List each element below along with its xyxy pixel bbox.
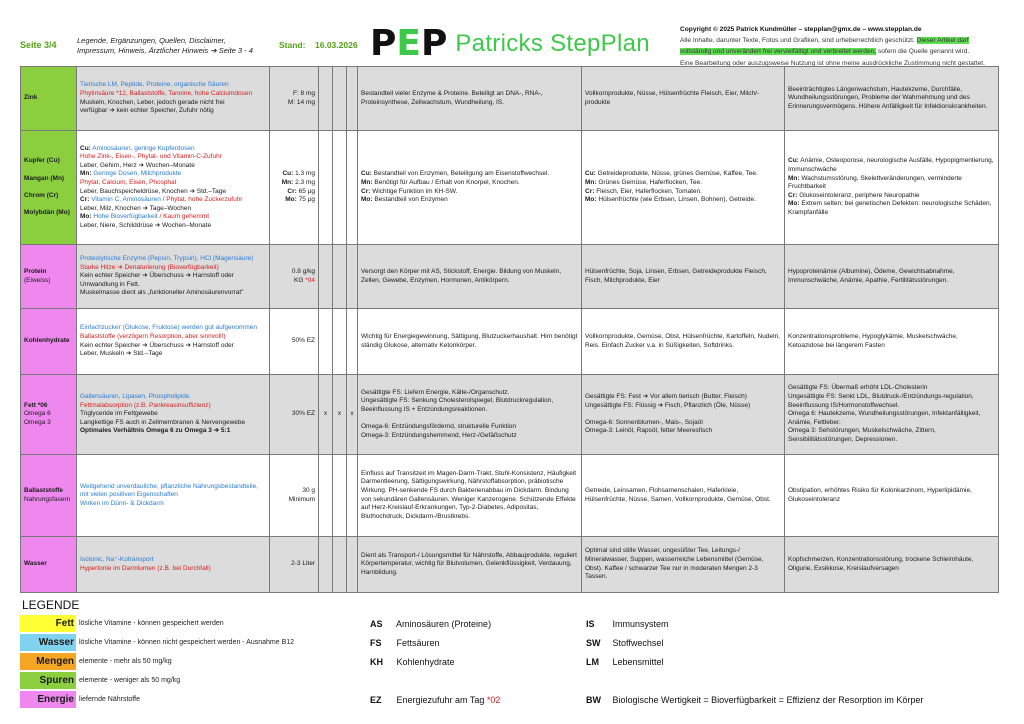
abbr-key: IS — [586, 619, 595, 629]
logo — [370, 23, 650, 64]
abbr-sw — [586, 638, 663, 648]
sources-cell: Getreide, Leinsamen, Flohsamenschalen, Haferkleie, Hülsenfrüchte, Nüsse, Samen, Vollkornprodukte, Gemüse, Obst. — [582, 455, 785, 537]
abbr-value: Fettsäuren — [396, 638, 440, 648]
dose-cell: 2-3 Liter — [270, 537, 319, 593]
sources-cell: Vollkornprodukte, Nüsse, Hülsenfrüchte Fleisch, Eier, Milch/-produkte — [582, 67, 785, 131]
dose-cell — [270, 245, 319, 309]
storage-2: Leber, Muskeln ➔ Std.–Tage — [80, 350, 163, 358]
cr-promoters: Vitamin C, Aminosäuren — [91, 196, 161, 204]
flag-col-1 — [319, 245, 333, 309]
sources-omega6: Omega-6: Sonnenblumen-, Mais-, Sojaöl — [585, 418, 703, 426]
mn-tag: Mn: — [788, 174, 800, 182]
storage-3: Muskelmasse dient als „funktioneller Aminosäurenvorrat" — [80, 289, 244, 297]
flag-col-2 — [333, 309, 347, 375]
table-row-wasser — [21, 537, 999, 593]
abbr-ez — [370, 695, 500, 705]
name-ballaststoffe: Ballaststoffe — [24, 486, 64, 494]
dose: 0.8 g/kg — [291, 267, 315, 275]
nutrient-table — [20, 66, 999, 593]
sources-cell — [582, 131, 785, 245]
flag-col-3 — [347, 131, 358, 245]
deficiency-omega6: Omega 6: Hautekzeme, Wundheilungsstörungen, Infektanfälligkeit, Anämie, Fettleber. — [788, 410, 981, 426]
sources-omega3: Omega-3: Leinöl, Rapsöl, fetter Meeresfisch — [585, 427, 713, 435]
flag-col-1 — [319, 309, 333, 375]
mo-inhibitors: / Kaum gehemmt — [159, 213, 210, 221]
cu-tag: Cu: — [80, 144, 91, 152]
cu-tag: Cu: — [788, 157, 799, 165]
promoters: Tierische LM, Peptide, Proteine, organische Säuren — [80, 81, 229, 89]
sources-cell: Vollkornprodukte, Gemüse, Obst, Hülsenfrüchte, Kartoffeln, Nudeln, Reis. Einfach Zucker v.a. in Süßigkeiten, Softdrinks. — [582, 309, 785, 375]
mn-sources: Grünes Gemüse, Haferflocken, Tee. — [598, 178, 702, 186]
stand-label: Stand: — [279, 40, 306, 50]
legend-hint-line-2: Impressum, Hinweis, Ärztlicher Hinweis ➔ Seite 3 - 4 — [77, 46, 253, 55]
dose-unit: KG — [294, 276, 304, 284]
table-row-fett — [21, 375, 999, 455]
sources-cell: Hülsenfrüchte, Soja, Linsen, Erbsen, Getreideprodukte Fleisch, Fisch, Milchprodukte, Eier — [582, 245, 785, 309]
dose-cell: 30% EZ — [270, 375, 319, 455]
mn-tag: Mn: — [585, 178, 597, 186]
inhibitors: Phytinsäure *12, Ballaststoffe, Tannine, hohe Calciumdosen — [80, 89, 253, 97]
function-unsaturated: Ungesättigte FS: Senkung Cholesterolspiegel, Blutdruckregulation, Beeinflussung IS + Entzündungsreaktionen. — [361, 397, 554, 413]
logo-letter-e: E — [396, 23, 421, 64]
swatch-label: Fett — [20, 615, 76, 632]
cu-tag: Cu: — [282, 170, 294, 178]
dose-cell — [270, 131, 319, 245]
name-protein-sub: (Eiweiss) — [24, 276, 51, 284]
function-cell: Versorgt den Körper mit AS, Stickstoff, Energie. Bildung von Muskeln, Zellen, Gewebe, Enzymen, Hormonen, Antikörpern. — [358, 245, 582, 309]
mo-tag: Mo: — [80, 213, 92, 221]
dose-sub: Minimum — [288, 495, 315, 503]
mo-dose: 75 µg — [298, 196, 315, 204]
name-omega3: Omega 3 — [24, 418, 51, 426]
dose-f: F: 8 mg — [292, 89, 315, 97]
storage: Triglyceride im Fettgewebe — [80, 410, 158, 418]
storage: Muskeln, Knochen, Leber, jedoch gerade nicht frei — [80, 98, 225, 106]
abbr-key: BW — [586, 695, 601, 705]
mo-storage: Leber, Niere, Schilddrüse ➔ Wochen–Monate — [80, 221, 212, 229]
copyright-highlight-1: Dieser Artikel darf — [916, 37, 969, 45]
storage-2: Umwandlung in Fett. — [80, 280, 140, 288]
cu-dose: 1.3 mg — [295, 170, 315, 178]
sources-cell — [582, 375, 785, 455]
swatch-label: Mengen — [20, 653, 76, 670]
function-omega3: Omega-3: Entzündungshemmend, Herz-/Gefäßschutz — [361, 431, 517, 439]
mn-inhibitors: Phytat, Calcium, Eisen, Phosphat — [80, 178, 177, 186]
legend-hint-line-1: Legende, Ergänzungen, Quellen, Disclaimer, — [77, 36, 226, 45]
storage-2: verfügbar ➔ kein echter Speicher, Zufuhr nötig — [80, 107, 214, 115]
mn-tag: Mn: — [361, 178, 373, 186]
promoters: Gallensäuren, Lipasen, Phospholipide — [80, 393, 190, 401]
legend-swatch-energie — [20, 691, 360, 708]
deficiency-cell: Konzentrationsprobleme, Hypoglykämie, Muskelschwäche, Ketoazidose bei längerem Fasten — [785, 309, 999, 375]
mn-storage: Leber, Bauchspeicheldrüse, Knochen ➔ Std.–Tage — [80, 187, 227, 195]
function-cell: Bestandteil vieler Enzyme & Proteine. Beteiligt an DNA-, RNA-, Proteinsynthese, Zellwachstum, Wundheilung, IS. — [358, 67, 582, 131]
swatch-desc: lösliche Vitamine - können nicht gespeichert werden - Ausnahme B12 — [79, 639, 295, 646]
copyright-text-3b: sofern die Quelle genannt wird. — [877, 48, 970, 56]
name-omega6: Omega 6 — [24, 410, 51, 418]
page-number: Seite 3/4 — [20, 40, 57, 50]
sources-cell: Optimal sind stille Wasser, ungesüßter Tee, Leitungs-/ Mineralwasser, Suppen, wasserreiche Lebensmittel (Gemüse, Obst). Kaffee / schwarzer Tee nur in moderaten Mengen 2-3 Tassen. — [582, 537, 785, 593]
nutrient-name — [21, 455, 77, 537]
table-row-protein — [21, 245, 999, 309]
cr-tag: Cr: — [80, 196, 90, 204]
copyright-block — [680, 24, 1000, 69]
dose: 30 g — [302, 486, 315, 494]
cu-sources: Getreideprodukte, Nüsse, grünes Gemüse, Kaffee, Tee. — [597, 170, 758, 178]
abbr-key: SW — [586, 638, 601, 648]
flag-col-2 — [333, 537, 347, 593]
nutrient-name — [21, 131, 77, 245]
inhibitors: Hypertonie im Darmlumen (z.B. bei Durchfall) — [80, 564, 211, 572]
abbr-value: Kohlenhydrate — [396, 657, 455, 667]
legend-swatch-fett — [20, 615, 360, 632]
function-cell: Dient als Transport-/ Lösungsmittel für Nährstoffe, Abbauprodukte, reguliert Körpertemperatur, wichtig für Blutvolumen, Gelenkflüssigkeit, Verdauung, Harnbildung. — [358, 537, 582, 593]
flag-col-2 — [333, 131, 347, 245]
cu-deficiency: Anämie, Osteoporose, neurologische Ausfälle, Hypopigmentierung, Immunschwäche — [788, 157, 994, 174]
flag-col-1 — [319, 67, 333, 131]
function-omega6: Omega-6: Entzündungsfördernd, strukturelle Funktion — [361, 423, 517, 431]
mo-tag: Mo: — [361, 196, 373, 204]
logo-letter-p2: P — [420, 23, 448, 64]
cu-function: Bestandteil von Enzymen, Beteiligung am Eisenstoffwechsel. — [373, 170, 550, 178]
flag-col-1 — [319, 131, 333, 245]
flag-col-3 — [347, 455, 358, 537]
abbr-value: Immunsystem — [612, 619, 669, 629]
copyright-line: Copyright © 2025 Patrick Kundmüller – stepplan@gmx.de – www.stepplan.de — [680, 26, 922, 33]
flag-col-3 — [347, 67, 358, 131]
promoters: Weitgehend unverdauliche, pflanzliche Nahrungsbestandteile, mit vielen positiven Eigenschaften — [80, 482, 259, 499]
storage: Kein echter Speicher ➔ Überschuss ➔ Harnstoff oder — [80, 272, 234, 280]
abbr-fs — [370, 638, 440, 648]
nutrient-name: Zink — [21, 67, 77, 131]
cu-promoters: Aminosäuren, geringe Kupferdosen — [92, 144, 195, 152]
flag-col-1: x — [319, 375, 333, 455]
mo-function: Bestandteil von Enzymen — [374, 196, 448, 204]
flag-col-2: x — [333, 375, 347, 455]
cr-tag: Cr: — [585, 187, 595, 195]
function-cell: Wichtig für Energiegewinnung, Sättigung, Blutzuckerhaushalt. Hirn benötigt ständig Glukose, alternativ Ketonkörper. — [358, 309, 582, 375]
cr-dose: 65 µg — [298, 187, 315, 195]
legend-swatch-spuren — [20, 672, 360, 689]
cr-inhibitors: / Phytat, hohe Zuckerzufuhr — [162, 196, 243, 204]
absorption-cell — [77, 375, 270, 455]
promoters-2: Wirken im Dünn- & Dickdarm — [80, 499, 164, 507]
abbr-value: Aminosäuren (Proteine) — [396, 619, 492, 629]
deficiency-cell: Beeinträchtigtes Längenwachstum, Hautekzeme, Durchfälle, Wundheilungsstörungen, Probleme der Wahrnehmung und des Erinnerungsvermögens. Höhere Anfälligkeit für Infektionskrankheiten. — [785, 67, 999, 131]
flag-col-1 — [319, 537, 333, 593]
cr-deficiency: Glukoseintoleranz, periphere Neuropathie — [799, 191, 920, 199]
abbr-key: EZ — [370, 695, 382, 705]
copyright-text-2a: Alle Inhalte, darunter Texte, Fotos und Grafiken, sind urheberrechtlich geschützt. — [680, 37, 915, 45]
inhibitors: Starke Hitze ➔ Denaturierung (Bioverfügbarkeit) — [80, 263, 219, 271]
abbr-value: Stoffwechsel — [612, 638, 664, 648]
promoters: Einfachzucker (Glukose, Fruktose) werden gut aufgenommen — [80, 324, 258, 332]
cr-tag: Cr: — [361, 187, 371, 195]
promoters: Proteolytische Enzyme (Pepsin, Trypsin), HCl (Magensäure) — [80, 255, 254, 263]
nutrient-name: Wasser — [21, 537, 77, 593]
absorption-cell — [77, 309, 270, 375]
dose-ref: *04 — [305, 276, 315, 284]
swatch-desc: liefernde Nährstoffe — [79, 696, 140, 703]
deficiency-cell: Hypoproteinämie (Albumine), Ödeme, Gewichtsabnahme, Immunschwäche, Anämie, Apathie, Fertilitätsstörungen. — [785, 245, 999, 309]
storage: Kein echter Speicher ➔ Überschuss ➔ Harnstoff oder — [80, 341, 234, 349]
logo-letter-p: P — [370, 23, 397, 64]
swatch-label: Energie — [20, 691, 76, 708]
deficiency-omega3: Omega 3: Sehstörungen, Muskelschwäche, Zittern, Sensibilitätsstörungen, Depressionen. — [788, 427, 936, 443]
table-row-zink — [21, 67, 999, 131]
name-chrom: Chrom (Cr) — [24, 191, 59, 199]
mn-deficiency: Wachstumsstörung, Skelettveränderungen, verminderte Fruchtbarkeit — [788, 174, 962, 191]
legend-swatch-mengen — [20, 653, 360, 670]
flag-col-1 — [319, 455, 333, 537]
cu-tag: Cu: — [361, 170, 372, 178]
mo-deficiency: Extrem selten; bei genetischen Defekten: neurologische Schäden, Krampfanfälle — [788, 200, 992, 216]
swatch-desc: elemente - weniger als 50 mg/kg — [79, 677, 181, 684]
swatch-desc: elemente - mehr als 50 mg/kg — [79, 658, 172, 665]
omega-ratio: Optimales Verhältnis Omega 6 zu Omega 3 ➔ 5:1 — [80, 427, 231, 435]
name-ballaststoffe-sub: Nahrungsfasern — [24, 495, 71, 503]
function-cell — [358, 131, 582, 245]
abbr-key: AS — [370, 619, 383, 629]
inhibitors: Fettmalabsorption (z.B. Pankreasinsuffizienz) — [80, 401, 211, 409]
mo-sources: Hülsenfrüchte (wie Erbsen, Linsen, Bohnen), Getreide. — [598, 196, 756, 204]
table-row-spuren — [21, 131, 999, 245]
legend-title: LEGENDE — [22, 598, 80, 612]
abbr-value: Biologische Wertigkeit = Bioverfügbarkeit = Effizienz der Resorption im Körper — [612, 695, 924, 705]
copyright-highlight-2: vollständig und unverändert frei vervielfältigt und verbreitet werden, — [680, 48, 877, 56]
mn-function: Benötigt für Aufbau / Erhalt von Knorpel, Knochen. — [374, 178, 520, 186]
abbr-is — [586, 619, 669, 629]
deficiency-cell: Obstipation, erhöhtes Risiko für Kolonkarzinom, Hyperlipidämie, Glukoseintoleranz — [785, 455, 999, 537]
cr-tag: Cr: — [287, 187, 297, 195]
cu-storage: Leber, Gehirn, Herz ➔ Wochen–Monate — [80, 161, 195, 169]
stand-date: 16.03.2026 — [315, 40, 358, 50]
abbr-lm — [586, 657, 664, 667]
mn-promoters: Geringe Dosen, Milchprodukte — [93, 170, 182, 178]
absorption-cell — [77, 245, 270, 309]
mo-promoters: Hohe Bioverfügbarkeit — [93, 213, 158, 221]
cr-storage: Leber, Milz, Knochen ➔ Tage–Wochen — [80, 204, 192, 212]
name-mangan: Mangan (Mn) — [24, 174, 65, 182]
function-saturated: Gesättigte FS: Liefern Energie, Kälte-/Organschutz. — [361, 388, 510, 396]
name-kupfer: Kupfer (Cu) — [24, 157, 60, 165]
absorption-cell — [77, 67, 270, 131]
swatch-label: Spuren — [20, 672, 76, 689]
flag-col-3 — [347, 537, 358, 593]
sources-saturated: Gesättigte FS: Fest ➔ Vor allem tierisch (Butter, Fleisch) — [585, 393, 747, 401]
abbr-key: KH — [370, 657, 383, 667]
cu-inhibitors: Hohe Zink-, Eisen-, Phytat- und Vitamin-C-Zufuhr — [80, 153, 222, 161]
dose-cell: 50% EZ — [270, 309, 319, 375]
dose-cell — [270, 455, 319, 537]
deficiency-cell: Kopfschmerzen, Konzentrationsstörung, trockene Schleimhäute, Oligurie, Exsikkose, Kreislaufversagen — [785, 537, 999, 593]
name-molybdaen: Molybdän (Mo) — [24, 208, 70, 216]
flag-col-3 — [347, 245, 358, 309]
page-header — [0, 0, 1024, 66]
copyright-text-4: Eine Bearbeitung oder auszugsweise Nutzung ist ohne meine ausdrückliche Zustimmung nicht gestattet. — [680, 59, 985, 67]
cr-tag: Cr: — [788, 191, 798, 199]
cr-function: Wichtige Funktion im KH-SW. — [372, 187, 458, 195]
nutrient-name: Kohlenhydrate — [21, 309, 77, 375]
sources-unsaturated: Ungesättigte FS: Flüssig ➔ Fisch, Pflanzlich (Öle, Nüsse) — [585, 401, 751, 409]
abbr-key: FS — [370, 638, 382, 648]
abbr-key: LM — [586, 657, 599, 667]
dose-m: M: 14 mg — [287, 98, 315, 106]
abbr-value: Energiezufuhr am Tag — [396, 695, 485, 705]
deficiency-unsaturated: Ungesättigte FS: Senkt LDL, Blutdruck-/Entzündungs-regulation, Beeinflussung IS/Hormonstoffwechsel. — [788, 393, 974, 409]
mo-tag: Mo: — [585, 196, 597, 204]
name-fett: Fett *06 — [24, 401, 48, 409]
swatch-label: Wasser — [20, 634, 76, 651]
absorption-cell — [77, 537, 270, 593]
table-row-kohlenhydrate — [21, 309, 999, 375]
flag-col-2 — [333, 455, 347, 537]
mn-dose: 2.3 mg — [295, 178, 315, 186]
flag-col-3 — [347, 309, 358, 375]
flag-col-2 — [333, 245, 347, 309]
inhibitors: Ballaststoffe (verzögern Resorption, aber sinnvoll!) — [80, 332, 226, 340]
deficiency-cell — [785, 375, 999, 455]
function-cell — [358, 375, 582, 455]
abbr-bw — [586, 695, 923, 705]
dose-cell — [270, 67, 319, 131]
abbr-ref: *02 — [486, 695, 501, 705]
nutrient-name — [21, 245, 77, 309]
cu-tag: Cu: — [585, 170, 596, 178]
swatch-desc: lösliche Vitamine - können gespeichert werden — [79, 620, 224, 627]
flag-col-2 — [333, 67, 347, 131]
mo-tag: Mo: — [285, 196, 297, 204]
abbr-as — [370, 619, 491, 629]
table-row-ballaststoffe — [21, 455, 999, 537]
absorption-cell — [77, 131, 270, 245]
cr-sources: Fleisch, Eier, Haferflocken, Tomaten. — [596, 187, 702, 195]
abbr-kh — [370, 657, 455, 667]
promoters: Isotonic, Na⁺-Kotransport — [80, 555, 154, 563]
nutrient-name — [21, 375, 77, 455]
abbr-value: Lebensmittel — [612, 657, 664, 667]
function-cell: Einfluss auf Transitzeit im Magen-Darm-Trakt, Stuhl-Konsistenz, Häufigkeit Darmentleerung, Sättigungswirkung, Nährstoffabsorption, präbiotische Wirkung. PH-senkende FS durch Bakterienabbau im Dickdarm. Bindung von sekundären Gallensäuren. Weniger Kanzerogene. Schützende Effekte auf Herz-Kreislauf-Erkrankungen, Typ-2-Diabetes, Adipositas, Bluthochdruck, Dickdarm-/Brustkrebs. — [358, 455, 582, 537]
logo-text: Patricks StepPlan — [455, 30, 650, 57]
mo-tag: Mo: — [788, 200, 800, 208]
deficiency-cell — [785, 131, 999, 245]
legend-hint — [77, 36, 267, 56]
mn-tag: Mn: — [80, 170, 92, 178]
legend-swatch-wasser — [20, 634, 360, 651]
name-protein: Protein — [24, 267, 47, 275]
mn-tag: Mn: — [281, 178, 294, 186]
deficiency-saturated: Gesättigte FS: Übermaß erhöht LDL-Cholesterin — [788, 384, 928, 392]
absorption-cell — [77, 455, 270, 537]
flag-col-3: x — [347, 375, 358, 455]
storage-2: Langkettige FS auch in Zellmembranen & Nervengewebe — [80, 418, 246, 426]
